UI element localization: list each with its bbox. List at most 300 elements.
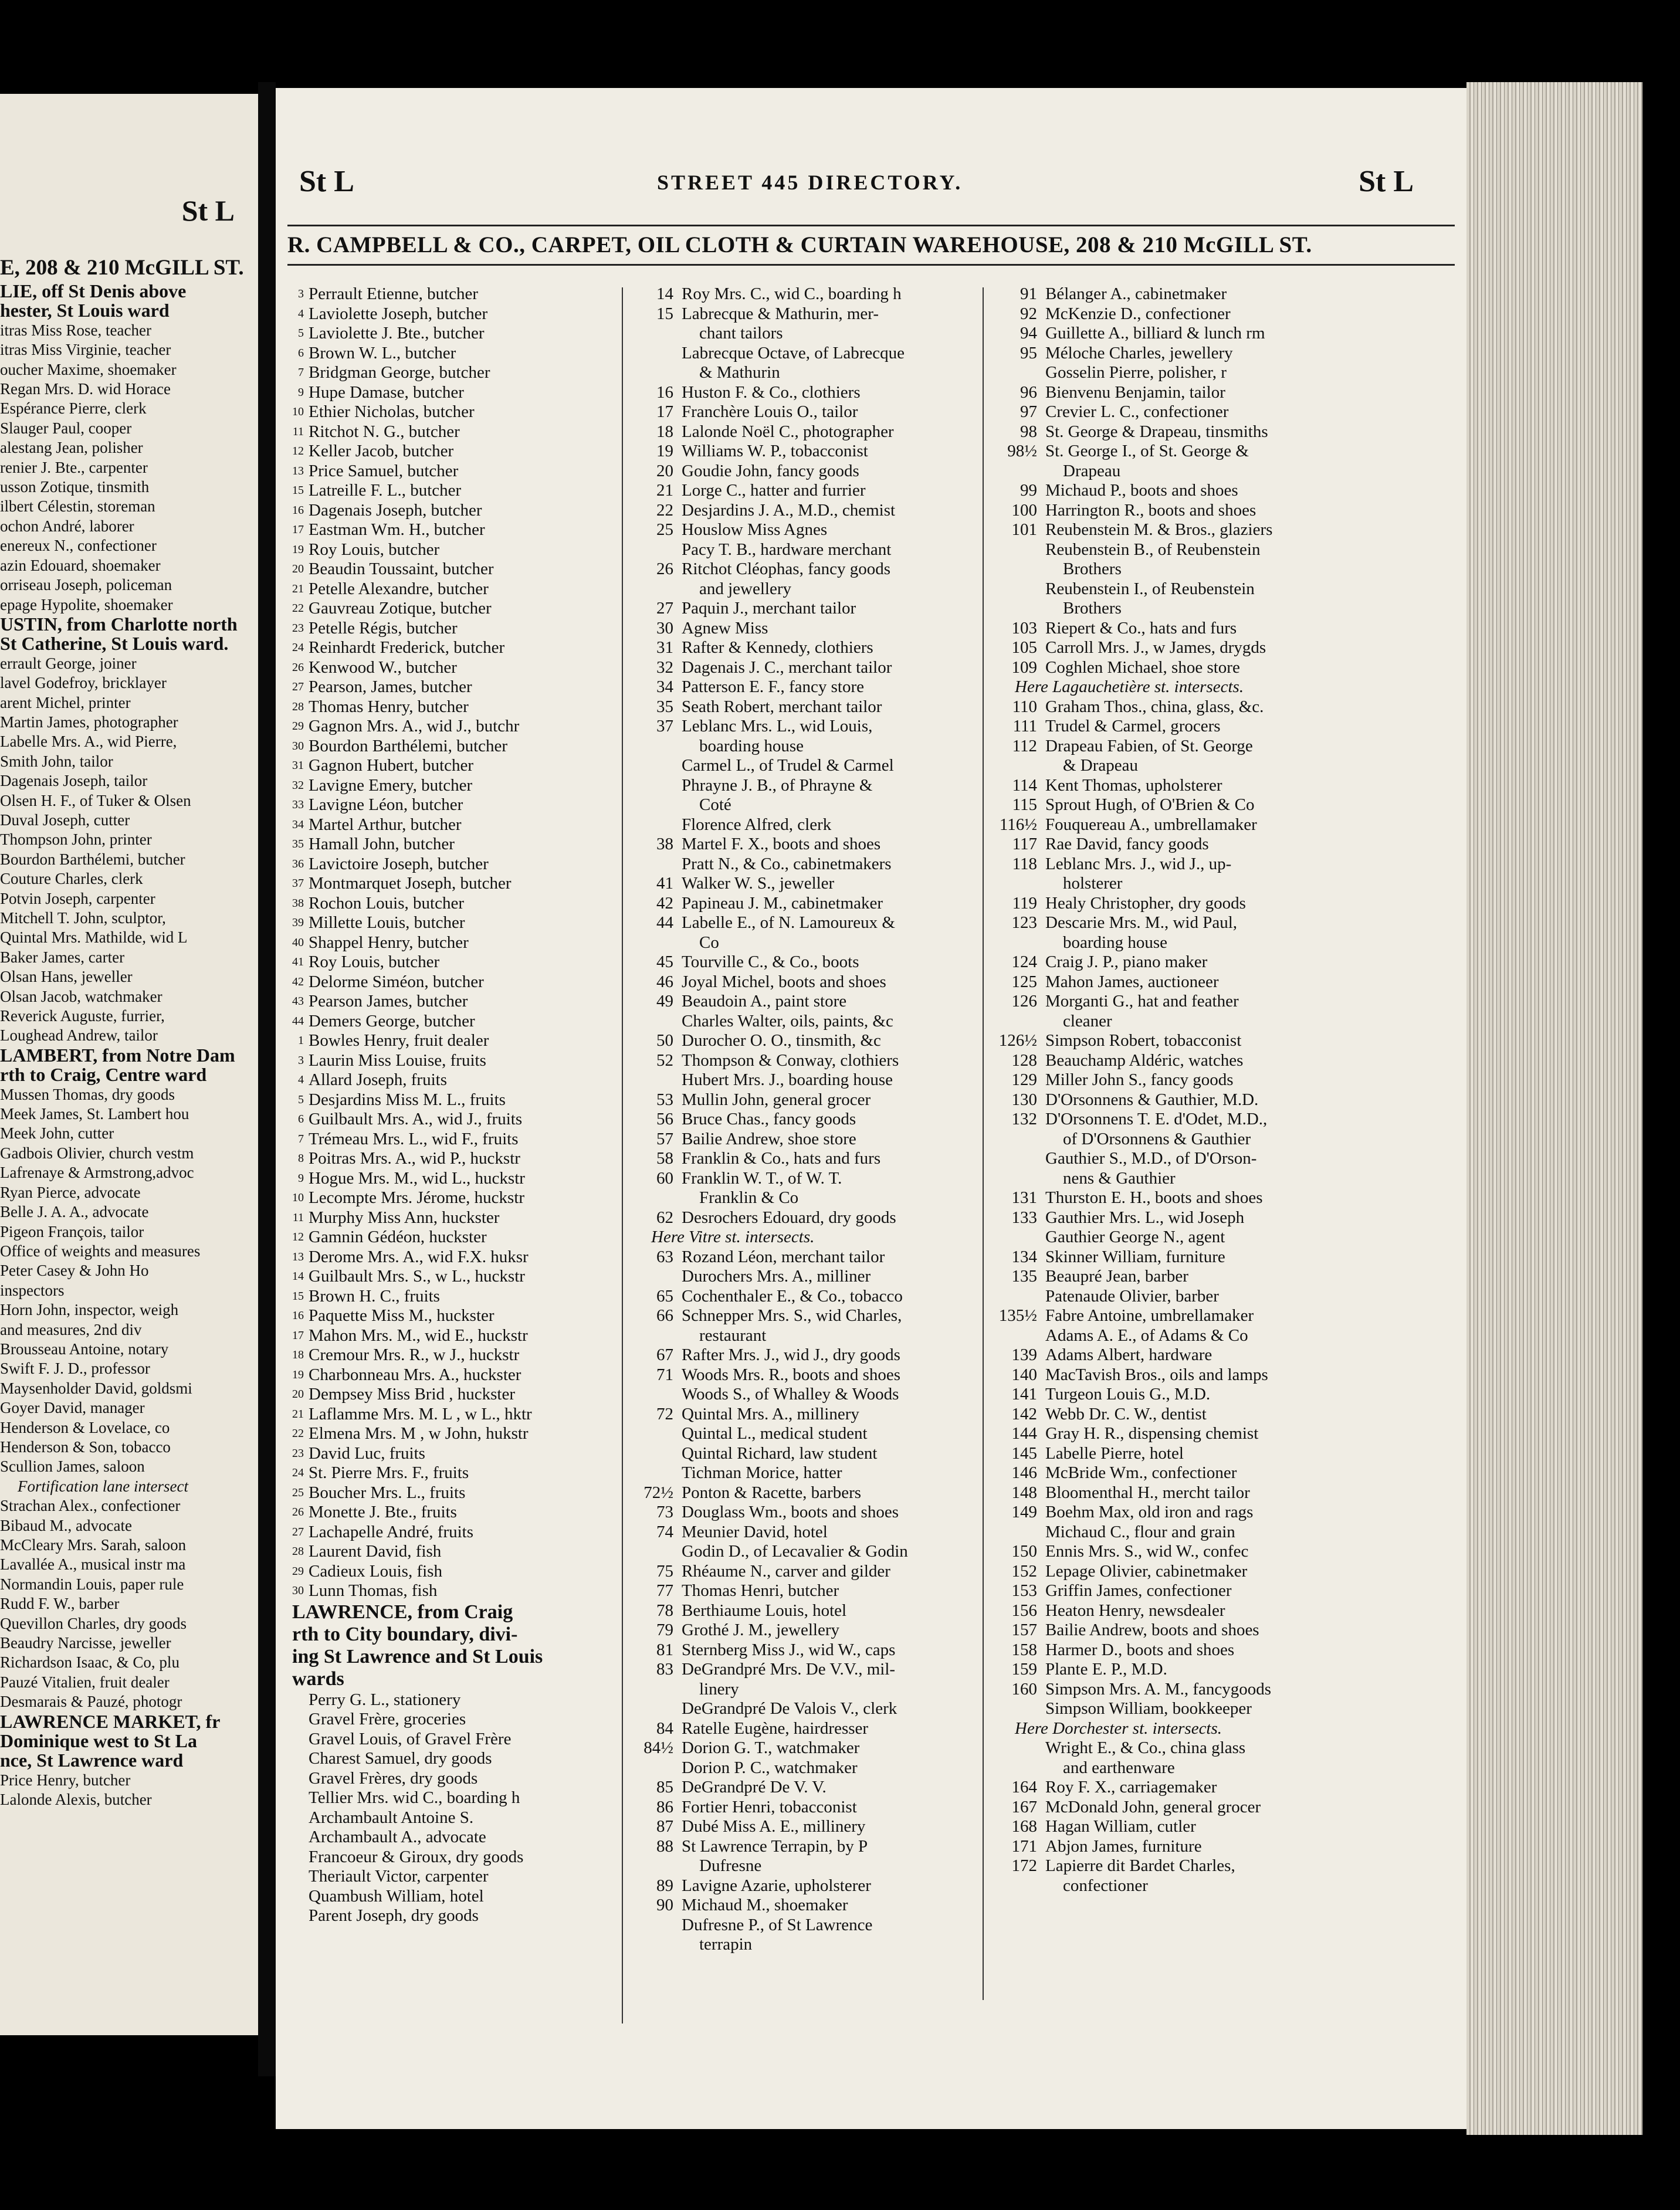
facing-entry: Richardson Isaac, & Co, plu (0, 1653, 179, 1672)
facing-entry: errault George, joiner (0, 654, 137, 672)
directory-entry (628, 284, 980, 304)
street-number: 18 (292, 1348, 304, 1361)
directory-entry (991, 1699, 1461, 1719)
facing-entry: Labelle Mrs. A., wid Pierre, (0, 733, 177, 751)
entry-text: Agnew Miss (682, 618, 768, 638)
entry-continuation: Brothers (1063, 560, 1122, 578)
street-number: 44 (656, 913, 673, 932)
entry-text: Gravel Louis, of Gravel Frère (309, 1729, 512, 1748)
entry-text: Gauvreau Zotique, butcher (309, 599, 492, 618)
street-number: 6 (298, 346, 304, 360)
street-number: 144 (1011, 1424, 1037, 1443)
street-number: 25 (292, 1486, 304, 1499)
entry-text: Griffin James, confectioner (1045, 1581, 1232, 1600)
street-number: 159 (1011, 1660, 1037, 1679)
facing-entry: Mussen Thomas, dry goods (0, 1085, 175, 1103)
street-number: 14 (292, 1270, 304, 1283)
street-number (991, 560, 1045, 579)
entry-text: DeGrandpré De Valois V., clerk (682, 1699, 897, 1718)
directory-entry (292, 1405, 621, 1425)
directory-entry (292, 1749, 621, 1769)
column-1 (292, 284, 621, 1926)
entry-text: Murphy Miss Ann, huckster (309, 1208, 500, 1227)
street-number (991, 1326, 1045, 1346)
entry-text: Monette J. Bte., fruits (309, 1503, 457, 1521)
directory-entry (292, 402, 621, 422)
street-number (628, 1012, 682, 1032)
directory-entry (292, 284, 621, 304)
street-number: 94 (1020, 324, 1037, 343)
directory-entry (991, 1621, 1461, 1640)
directory-entry (292, 1542, 621, 1562)
directory-entry (628, 972, 980, 992)
street-number: 62 (656, 1208, 673, 1227)
street-number: 105 (1011, 638, 1037, 657)
entry-text: Laurin Miss Louise, fruits (309, 1050, 486, 1070)
street-number: 95 (1020, 343, 1037, 362)
entry-text: Perry G. L., stationery (309, 1690, 461, 1709)
directory-entry (292, 599, 621, 619)
facing-entry: Quevillon Charles, dry goods (0, 1614, 187, 1632)
street-number (628, 1542, 682, 1562)
street-number: 145 (1011, 1443, 1037, 1463)
entry-text: Allard Joseph, fruits (309, 1070, 447, 1089)
entry-text: Tourville C., & Co., boots (682, 953, 859, 971)
entry-text: Shappel Henry, butcher (309, 933, 469, 952)
facing-entry: Office of weights and measures (0, 1242, 201, 1260)
street-number: 149 (1011, 1503, 1037, 1521)
street-number (292, 1828, 309, 1848)
facing-entry: and measures, 2nd div (0, 1320, 142, 1338)
entry-text: Petelle Alexandre, butcher (309, 579, 489, 598)
entry-text: Millette Louis, butcher (309, 913, 465, 932)
street-number: 112 (1012, 736, 1037, 755)
entry-text: Crevier L. C., confectioner (1045, 402, 1229, 421)
street-number (991, 462, 1045, 482)
directory-entry (991, 697, 1461, 717)
street-number (628, 1188, 682, 1208)
entry-text: Lachapelle André, fruits (309, 1522, 474, 1541)
street-number (991, 599, 1045, 619)
intersection-note (991, 677, 1461, 697)
street-number (628, 855, 682, 874)
street-number (991, 1169, 1045, 1189)
street-number: 37 (656, 717, 673, 735)
entry-text: Turgeon Louis G., M.D. (1045, 1385, 1211, 1404)
directory-entry (991, 1758, 1461, 1778)
street-number (628, 363, 682, 383)
street-number: 16 (656, 382, 673, 402)
street-number (628, 776, 682, 796)
street-number: 98½ (1007, 442, 1037, 460)
street-number: 20 (292, 562, 304, 575)
entry-text: Hogue Mrs. M., wid L., huckstr (309, 1168, 525, 1188)
street-number: 23 (292, 1446, 304, 1460)
directory-entry (628, 1110, 980, 1130)
directory-entry (991, 501, 1461, 521)
intersection-note (991, 1719, 1461, 1739)
entry-text: Gray H. R., dispensing chemist (1045, 1424, 1259, 1443)
entry-text: Ponton & Racette, barbers (682, 1483, 862, 1502)
street-number: 9 (298, 1171, 304, 1185)
directory-entry (991, 344, 1461, 364)
entry-text: Cochenthaler E., & Co., tobacco (682, 1286, 903, 1306)
entry-text: Pearson James, butcher (309, 992, 468, 1011)
entry-text: Martel Arthur, butcher (309, 815, 462, 834)
facing-street-heading: St Catherine, St Louis ward. (0, 634, 229, 654)
entry-text: Berthiaume Louis, hotel (682, 1601, 847, 1620)
street-number: 126 (1011, 992, 1037, 1011)
street-number: 153 (1011, 1581, 1037, 1600)
entry-text: MacTavish Bros., oils and lamps (1045, 1365, 1268, 1384)
facing-entry: orriseau Joseph, policeman (0, 576, 172, 594)
directory-entry (292, 1562, 621, 1582)
street-number: 34 (656, 677, 673, 696)
directory-entry (991, 1660, 1461, 1680)
directory-entry (628, 520, 980, 540)
street-number (628, 1326, 682, 1346)
directory-entry (292, 658, 621, 678)
street-number: 37 (292, 877, 304, 890)
directory-entry (628, 835, 980, 855)
facing-entry: Mitchell T. John, sculptor, (0, 909, 166, 927)
street-number: 41 (656, 874, 673, 893)
column-3 (991, 284, 1461, 1896)
running-head-center: STREET 445 DIRECTORY. (657, 171, 963, 194)
facing-entry: Thompson John, printer (0, 831, 152, 849)
street-number: 77 (656, 1581, 673, 1600)
entry-continuation: and jewellery (699, 579, 792, 598)
entry-text: Woods S., of Whalley & Woods (682, 1385, 899, 1404)
entry-text: Gauthier George N., agent (1045, 1228, 1225, 1246)
directory-entry (292, 383, 621, 403)
directory-entry (292, 1848, 621, 1867)
street-number (628, 1070, 682, 1090)
directory-entry (628, 677, 980, 697)
entry-text: Durochers Mrs. A., milliner (682, 1267, 871, 1286)
directory-entry (628, 1405, 980, 1425)
facing-entry: Martin James, photographer (0, 713, 178, 731)
entry-continuation: and earthenware (1063, 1758, 1175, 1777)
directory-entry (991, 1424, 1461, 1444)
directory-entry (991, 1581, 1461, 1601)
entry-text: Lavigne Azarie, upholsterer (682, 1876, 871, 1895)
directory-entry (991, 1345, 1461, 1365)
street-number: 24 (292, 641, 304, 654)
street-number: 75 (656, 1561, 673, 1581)
entry-text: Thompson & Conway, clothiers (682, 1050, 899, 1070)
entry-text: Kent Thomas, upholsterer (1045, 775, 1222, 795)
entry-continuation: Coté (699, 795, 731, 814)
entry-text: Hagan William, cutler (1045, 1817, 1196, 1836)
street-number: 27 (292, 680, 304, 693)
directory-entry (991, 481, 1461, 501)
street-number: 83 (656, 1660, 673, 1679)
entry-text: Ethier Nicholas, butcher (309, 402, 475, 421)
directory-entry (991, 756, 1461, 776)
entry-text: Gagnon Mrs. A., wid J., butchr (309, 717, 520, 735)
entry-text: Martel F. X., boots and shoes (682, 835, 881, 853)
street-number: 84½ (643, 1738, 673, 1757)
street-number: 131 (1011, 1188, 1037, 1207)
entry-text: Schnepper Mrs. S., wid Charles, (682, 1306, 902, 1325)
facing-entry: Olsan Hans, jeweller (0, 968, 133, 986)
entry-text: Theriault Victor, carpenter (309, 1867, 489, 1886)
directory-page (276, 88, 1466, 2129)
street-number: 42 (656, 893, 673, 913)
directory-entry (628, 795, 980, 815)
directory-entry (991, 520, 1461, 540)
street-number (292, 1848, 309, 1867)
entry-text: Sternberg Miss J., wid W., caps (682, 1640, 896, 1659)
street-number (628, 737, 682, 757)
entry-text: Labrecque & Mathurin, mer- (682, 304, 879, 323)
street-number (628, 795, 682, 815)
street-number: 130 (1011, 1090, 1037, 1109)
street-number: 10 (292, 1191, 304, 1204)
directory-entry (991, 1385, 1461, 1405)
street-number: 43 (292, 995, 304, 1008)
entry-text: Bridgman George, butcher (309, 363, 490, 382)
directory-entry (991, 1542, 1461, 1562)
facing-entry: Olsan Jacob, watchmaker (0, 987, 162, 1005)
directory-entry (292, 776, 621, 796)
street-number: 8 (298, 1152, 304, 1165)
directory-entry (292, 1424, 621, 1444)
street-number (628, 1444, 682, 1464)
street-number: 172 (1011, 1856, 1037, 1875)
facing-street-heading: nce, St Lawrence ward (0, 1751, 184, 1771)
directory-entry (628, 304, 980, 324)
street-number: 9 (298, 385, 304, 399)
entry-text: Kenwood W., butcher (309, 657, 457, 677)
facing-intersection-note: Fortification lane intersect (18, 1477, 188, 1495)
directory-entry (628, 1798, 980, 1818)
entry-text: Trémeau Mrs. L., wid F., fruits (309, 1129, 519, 1148)
street-number: 148 (1011, 1483, 1037, 1502)
entry-text: Michaud M., shoemaker (682, 1896, 848, 1914)
directory-entry (292, 1808, 621, 1828)
street-number (628, 1385, 682, 1405)
entry-text: Franklin & Co., hats and furs (682, 1149, 881, 1168)
directory-entry (991, 1405, 1461, 1425)
entry-text: Lavictoire Joseph, butcher (309, 854, 489, 873)
street-heading (292, 1646, 621, 1668)
entry-text: Charest Samuel, dry goods (309, 1749, 492, 1768)
entry-text: Leblanc Mrs. L., wid Louis, (682, 717, 873, 735)
street-number (628, 579, 682, 599)
entry-text: Fouquereau A., umbrellamaker (1045, 815, 1257, 834)
directory-entry (292, 1867, 621, 1887)
directory-entry (292, 1769, 621, 1789)
directory-entry (991, 1090, 1461, 1110)
entry-text: Trudel & Carmel, grocers (1045, 717, 1221, 735)
directory-entry (628, 953, 980, 972)
directory-entry (292, 815, 621, 835)
directory-entry (991, 992, 1461, 1012)
directory-entry (292, 560, 621, 579)
street-number: 30 (656, 618, 673, 638)
entry-text: Wright E., & Co., china glass (1045, 1738, 1246, 1757)
directory-entry (292, 1365, 621, 1385)
street-number: 22 (292, 1427, 304, 1440)
directory-entry (292, 1070, 621, 1090)
street-number: 17 (292, 523, 304, 536)
entry-text: Skinner William, furniture (1045, 1247, 1225, 1266)
directory-entry (628, 599, 980, 619)
street-number: 164 (1011, 1778, 1037, 1797)
street-heading (292, 1668, 621, 1690)
entry-text: McBride Wm., confectioner (1045, 1463, 1237, 1482)
entry-text: Healy Christopher, dry goods (1045, 893, 1246, 913)
street-number (628, 756, 682, 776)
directory-entry (292, 953, 621, 972)
street-number: 60 (656, 1168, 673, 1188)
directory-entry (991, 835, 1461, 855)
street-number (628, 1463, 682, 1483)
directory-entry (991, 284, 1461, 304)
directory-entry (628, 1601, 980, 1621)
street-number (628, 815, 682, 835)
entry-text: Beaudin Toussaint, butcher (309, 560, 494, 578)
street-number: 11 (292, 1211, 304, 1224)
facing-entry: azin Edouard, shoemaker (0, 556, 161, 574)
entry-text: Lorge C., hatter and furrier (682, 481, 866, 500)
directory-entry (991, 1188, 1461, 1208)
facing-entry: Belle J. A. A., advocate (0, 1203, 149, 1221)
directory-entry (628, 1326, 980, 1346)
entry-text: Delorme Siméon, butcher (309, 972, 484, 991)
directory-entry (991, 1365, 1461, 1385)
entry-text: Dagenais Joseph, butcher (309, 500, 482, 520)
facing-entry: itras Miss Virginie, teacher (0, 341, 171, 359)
entry-continuation: of D'Orsonnens & Gauthier (1063, 1129, 1251, 1148)
entry-continuation: & Mathurin (699, 363, 780, 382)
directory-entry (628, 619, 980, 639)
street-number: 3 (298, 1053, 304, 1067)
directory-entry (292, 1012, 621, 1032)
entry-text: Ennis Mrs. S., wid W., confec (1045, 1542, 1249, 1561)
directory-entry (292, 422, 621, 442)
entry-text: Guillette A., billiard & lunch rm (1045, 324, 1265, 343)
street-number: 7 (298, 366, 304, 379)
directory-entry (628, 1090, 980, 1110)
facing-entry: Scullion James, saloon (0, 1457, 145, 1476)
facing-entry: Price Henry, butcher (0, 1771, 131, 1789)
entry-text: Perrault Etienne, butcher (309, 284, 479, 303)
directory-entry (991, 1562, 1461, 1582)
directory-entry (991, 776, 1461, 796)
facing-entry: Lavallée A., musical instr ma (0, 1555, 186, 1574)
street-number (628, 344, 682, 364)
entry-text: Patterson E. F., fancy store (682, 677, 864, 696)
directory-entry (628, 1621, 980, 1640)
street-number: 23 (292, 621, 304, 635)
street-number: 135½ (998, 1306, 1037, 1325)
directory-entry (991, 737, 1461, 757)
directory-entry (991, 1856, 1461, 1876)
entry-text: Bourdon Barthélemi, butcher (309, 736, 508, 755)
directory-entry (628, 1503, 980, 1523)
directory-entry (628, 874, 980, 894)
directory-entry (628, 1562, 980, 1582)
entry-text: Desjardins J. A., M.D., chemist (682, 500, 896, 520)
entry-text: Franchère Louis O., tailor (682, 402, 858, 421)
directory-entry (991, 1169, 1461, 1189)
directory-entry (628, 1523, 980, 1543)
street-number: 16 (292, 1309, 304, 1322)
street-number: 152 (1011, 1561, 1037, 1581)
intersection-note-text: Here Dorchester st. intersects. (1015, 1718, 1222, 1738)
entry-text: Roy Louis, butcher (309, 953, 440, 971)
intersection-note (628, 1228, 980, 1248)
street-number: 17 (292, 1328, 304, 1342)
entry-text: Bailie Andrew, shoe store (682, 1129, 856, 1148)
entry-text: Simpson William, bookkeeper (1045, 1699, 1252, 1718)
street-number (991, 874, 1045, 894)
entry-text: Fabre Antoine, umbrellamaker (1045, 1306, 1254, 1325)
street-number (628, 324, 682, 344)
facing-street-heading: Dominique west to St La (0, 1731, 198, 1751)
directory-entry (292, 324, 621, 344)
entry-text: Hubert Mrs. J., boarding house (682, 1070, 893, 1089)
directory-entry (991, 1070, 1461, 1090)
entry-text: DeGrandpré Mrs. De V.V., mil- (682, 1660, 896, 1679)
directory-entry (628, 501, 980, 521)
street-number: 142 (1011, 1404, 1037, 1423)
street-number: 100 (1011, 500, 1037, 520)
street-number: 38 (656, 835, 673, 853)
entry-text: DeGrandpré De V. V. (682, 1778, 827, 1797)
entry-text: Brown H. C., fruits (309, 1286, 440, 1306)
entry-text: Harrington R., boots and shoes (1045, 500, 1256, 520)
directory-entry (991, 795, 1461, 815)
directory-entry (628, 1876, 980, 1896)
facing-entry: Bibaud M., advocate (0, 1516, 132, 1534)
directory-entry (991, 540, 1461, 560)
directory-entry (628, 1581, 980, 1601)
street-number: 114 (1012, 775, 1037, 795)
facing-entry: Olsen H. F., of Tuker & Olsen (0, 791, 191, 809)
entry-continuation: linery (699, 1679, 739, 1699)
directory-entry (991, 1640, 1461, 1660)
entry-text: St Lawrence Terrapin, by P (682, 1836, 868, 1856)
street-number: 22 (292, 602, 304, 615)
street-number: 35 (656, 697, 673, 716)
street-number: 96 (1020, 382, 1037, 402)
entry-text: Reubenstein I., of Reubenstein (1045, 579, 1255, 598)
entry-text: Lavigne Léon, butcher (309, 795, 463, 814)
street-number: 7 (298, 1132, 304, 1145)
directory-entry (628, 717, 980, 737)
directory-entry (292, 1188, 621, 1208)
entry-text: Lalonde Noël C., photographer (682, 422, 894, 441)
entry-text: Huston F. & Co., clothiers (682, 382, 861, 402)
street-number: 86 (656, 1797, 673, 1816)
entry-text: Meunier David, hotel (682, 1522, 828, 1541)
entry-text: Gauthier S., M.D., of D'Orson- (1045, 1149, 1257, 1168)
directory-entry (292, 1149, 621, 1169)
entry-text: Dufresne P., of St Lawrence (682, 1915, 873, 1934)
entry-text: Franklin W. T., of W. T. (682, 1168, 842, 1188)
directory-entry (628, 894, 980, 914)
facing-entry: Duval Joseph, cutter (0, 811, 130, 829)
street-number: 72 (656, 1404, 673, 1423)
street-number: 150 (1011, 1542, 1037, 1561)
entry-text: Bruce Chas., fancy goods (682, 1110, 856, 1128)
directory-entry (292, 1523, 621, 1543)
directory-entry (991, 324, 1461, 344)
